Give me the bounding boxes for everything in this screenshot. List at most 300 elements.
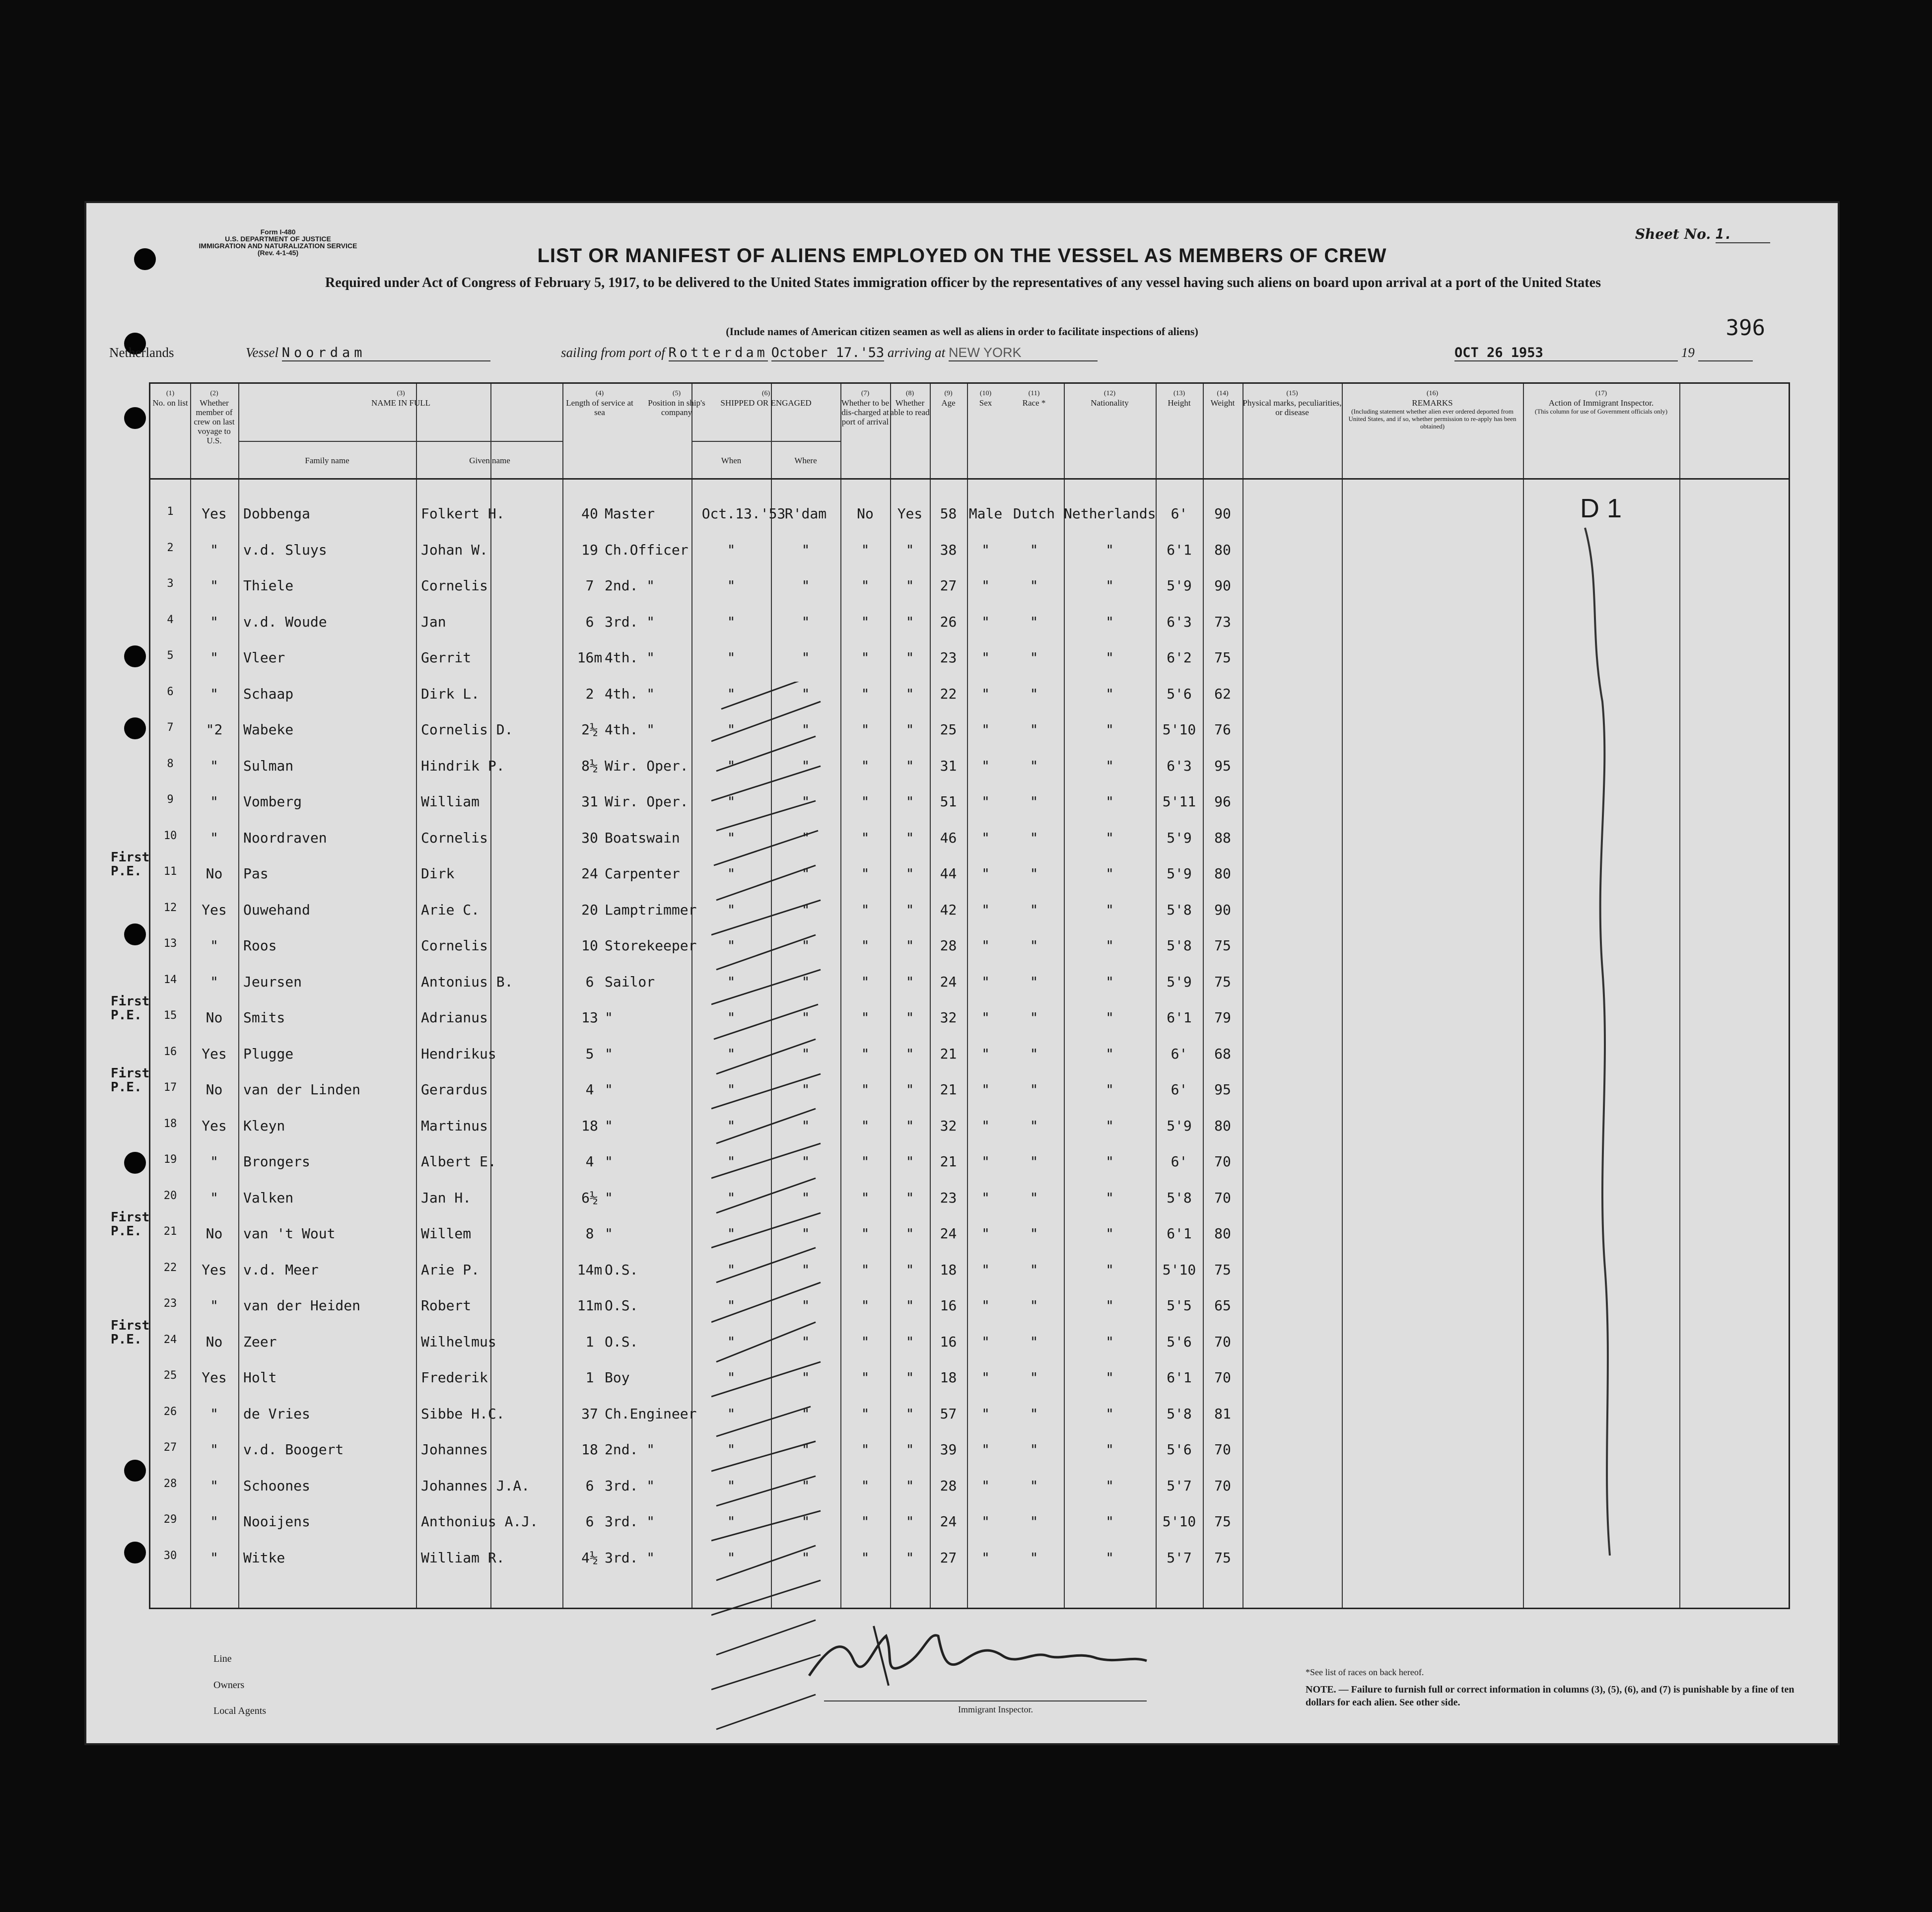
cell-nat: " (1105, 1441, 1114, 1458)
cell-when: " (727, 1117, 736, 1134)
cell-family: van 't Wout (243, 1225, 336, 1242)
cell-race: " (1030, 1045, 1038, 1062)
cell-disch: " (861, 973, 870, 990)
cell-where: " (801, 1513, 810, 1530)
cell-where: " (801, 973, 810, 990)
cell-when: " (727, 649, 736, 666)
cell-nat: " (1105, 541, 1114, 558)
cell-height: 5'7 (1167, 1549, 1192, 1566)
cell-age: 46 (940, 829, 957, 846)
arrival-date-stamp: OCT 26 1953 19 (1454, 345, 1753, 361)
cell-last: "2 (206, 721, 223, 738)
cell-read: " (905, 1153, 914, 1170)
cell-age: 28 (940, 937, 957, 954)
cell-height: 5'9 (1167, 865, 1192, 882)
sheet-number: Sheet No. 1. (1635, 226, 1770, 243)
cell-age: 23 (940, 649, 957, 666)
cell-where: " (801, 685, 810, 702)
cell-weight: 76 (1214, 721, 1231, 738)
cell-no: 20 (163, 1189, 177, 1202)
cell-where: " (801, 1225, 810, 1242)
cell-when: " (727, 973, 736, 990)
cell-disch: " (861, 1549, 870, 1566)
cell-nat: " (1105, 649, 1114, 666)
cell-no: 22 (163, 1261, 177, 1274)
cell-weight: 75 (1214, 1261, 1231, 1278)
cell-given: Willem (421, 1225, 472, 1242)
cell-read: " (905, 1009, 914, 1026)
inspector-signature (799, 1616, 1157, 1691)
cell-given: Wilhelmus (421, 1333, 496, 1350)
cell-weight: 80 (1214, 1225, 1231, 1242)
cell-where: " (801, 1477, 810, 1494)
penalty-note: NOTE. — Failure to furnish full or correct information in columns (3), (5), (6), and (7) is punishable by a fine of ten dollars for each alien. See other side. (1306, 1684, 1794, 1708)
cell-family: Jeursen (243, 973, 302, 990)
cell-last: " (210, 1441, 218, 1458)
cell-weight: 73 (1214, 613, 1231, 630)
page-subtitle: Required under Act of Congress of February 5, 1917, to be delivered to the United States immigration officer by the representatives of any vessel having such aliens on board upon arrival at a port of the United States (325, 275, 1601, 290)
cell-last: " (210, 1513, 218, 1530)
cell-age: 21 (940, 1153, 957, 1170)
cell-no: 13 (163, 937, 177, 950)
header-no-on-list: (1) No. on list (152, 390, 188, 408)
cell-weight: 68 (1214, 1045, 1231, 1062)
cell-height: 5'10 (1162, 1513, 1196, 1530)
cell-given: Cornelis (421, 937, 488, 954)
cell-no: 27 (163, 1441, 177, 1454)
cell-position: " (605, 1081, 613, 1098)
cell-sex: " (981, 1261, 990, 1278)
cell-service: 30 (581, 829, 598, 846)
cell-height: 5'6 (1167, 685, 1192, 702)
cell-age: 24 (940, 1225, 957, 1242)
cell-where: " (801, 613, 810, 630)
cell-height: 6'1 (1167, 541, 1192, 558)
header-name-in-full: (3) NAME IN FULL (371, 390, 430, 408)
cell-sex: Male (968, 505, 1003, 522)
cell-service: 10 (581, 937, 598, 954)
cell-nat: " (1105, 1297, 1114, 1314)
cell-disch: " (861, 721, 870, 738)
cell-read: " (905, 1441, 914, 1458)
cell-height: 5'10 (1162, 1261, 1196, 1278)
cell-no: 9 (167, 793, 174, 806)
cell-family: de Vries (243, 1405, 310, 1422)
cell-nat: " (1105, 757, 1114, 774)
cell-race: " (1030, 1009, 1038, 1026)
cell-race: " (1030, 973, 1038, 990)
cell-last: " (210, 649, 218, 666)
cell-age: 32 (940, 1009, 957, 1026)
header-given-name: Given name (469, 456, 510, 465)
cell-service: 14m (577, 1261, 603, 1278)
cell-family: Schaap (243, 685, 294, 702)
cell-no: 2 (167, 541, 174, 554)
cell-nat: " (1105, 1045, 1114, 1062)
cell-when: " (727, 541, 736, 558)
cell-sex: " (981, 1441, 990, 1458)
cell-last: Yes (202, 1045, 227, 1062)
cell-height: 6' (1171, 1081, 1188, 1098)
cell-no: 15 (163, 1009, 177, 1022)
cell-where: " (801, 1081, 810, 1098)
cell-service: 4½ (581, 1549, 598, 1566)
cell-disch: " (861, 1009, 870, 1026)
footer-line-label: Line (213, 1653, 232, 1664)
cell-given: Dirk (421, 865, 455, 882)
cell-position: " (605, 1009, 613, 1026)
cell-no: 16 (163, 1045, 177, 1058)
cell-last: " (210, 1549, 218, 1566)
cell-when: " (727, 1081, 736, 1098)
cell-race: " (1030, 1513, 1038, 1530)
cell-age: 28 (940, 1477, 957, 1494)
cell-weight: 70 (1214, 1441, 1231, 1458)
cell-given: Jan (421, 613, 446, 630)
cell-last: Yes (202, 505, 227, 522)
cell-disch: " (861, 901, 870, 918)
cell-last: Yes (202, 1369, 227, 1386)
cell-service: 2½ (581, 721, 598, 738)
header-height: (13) Height (1168, 390, 1191, 408)
cell-family: Smits (243, 1009, 285, 1026)
cell-when: " (727, 865, 736, 882)
cell-read: " (905, 1225, 914, 1242)
cell-disch: " (861, 577, 870, 594)
cell-age: 31 (940, 757, 957, 774)
cell-nat: Netherlands (1064, 505, 1156, 522)
cell-last: " (210, 829, 218, 846)
cell-service: 16m (577, 649, 603, 666)
cell-where: " (801, 721, 810, 738)
punch-hole (124, 1152, 146, 1174)
cell-where: " (801, 1297, 810, 1314)
cell-sex: " (981, 793, 990, 810)
cell-service: 40 (581, 505, 598, 522)
cell-where: R'dam (784, 505, 827, 522)
cell-read: " (905, 1189, 914, 1206)
cell-race: " (1030, 829, 1038, 846)
cell-height: 6'3 (1167, 613, 1192, 630)
cell-disch: " (861, 649, 870, 666)
cell-position: Master (605, 505, 655, 522)
cell-given: Folkert H. (421, 505, 505, 522)
cell-position: " (605, 1153, 613, 1170)
cell-nat: " (1105, 865, 1114, 882)
cell-race: " (1030, 721, 1038, 738)
cell-when: " (727, 1225, 736, 1242)
cell-given: Frederik (421, 1369, 488, 1386)
cell-disch: " (861, 613, 870, 630)
cell-given: Dirk L. (421, 685, 480, 702)
cell-sex: " (981, 577, 990, 594)
cell-weight: 70 (1214, 1189, 1231, 1206)
cell-service: 8 (585, 1225, 594, 1242)
cell-given: Gerrit (421, 649, 472, 666)
cell-given: Hindrik P. (421, 757, 505, 774)
cell-read: " (905, 1549, 914, 1566)
cell-given: Robert (421, 1297, 472, 1314)
cell-age: 24 (940, 1513, 957, 1530)
cell-race: " (1030, 649, 1038, 666)
cell-sex: " (981, 1117, 990, 1134)
cell-no: 6 (167, 685, 174, 698)
cell-where: " (801, 1117, 810, 1134)
cell-race: " (1030, 937, 1038, 954)
cell-no: 10 (163, 829, 177, 842)
cell-given: Sibbe H.C. (421, 1405, 505, 1422)
cell-read: " (905, 1333, 914, 1350)
cell-no: 5 (167, 649, 174, 662)
header-race: (11) Race * (1022, 390, 1046, 408)
cell-race: " (1030, 1333, 1038, 1350)
cell-last: " (210, 1297, 218, 1314)
cell-position: Boatswain (605, 829, 680, 846)
cell-where: " (801, 829, 810, 846)
cell-service: 11m (577, 1297, 603, 1314)
cell-race: " (1030, 1405, 1038, 1422)
cell-when: " (727, 1369, 736, 1386)
cell-disch: " (861, 829, 870, 846)
cell-position: " (605, 1117, 613, 1134)
cell-height: 5'8 (1167, 901, 1192, 918)
cell-last: " (210, 1477, 218, 1494)
cell-service: 4 (585, 1153, 594, 1170)
cell-sex: " (981, 1549, 990, 1566)
race-footnote: *See list of races on back hereof. (1306, 1667, 1424, 1677)
cell-last: Yes (202, 1261, 227, 1278)
first-pe-mark: First P.E. (111, 850, 150, 879)
cell-nat: " (1105, 901, 1114, 918)
cell-no: 30 (163, 1549, 177, 1562)
cell-given: Jan H. (421, 1189, 472, 1206)
cell-weight: 70 (1214, 1477, 1231, 1494)
cell-last: " (210, 937, 218, 954)
cell-sex: " (981, 1477, 990, 1494)
cell-last: " (210, 757, 218, 774)
cell-position: " (605, 1045, 613, 1062)
cell-nat: " (1105, 1369, 1114, 1386)
cell-given: Arie C. (421, 901, 480, 918)
cell-given: Albert E. (421, 1153, 496, 1170)
cell-age: 27 (940, 577, 957, 594)
cell-nat: " (1105, 721, 1114, 738)
cell-given: William R. (421, 1549, 505, 1566)
cell-age: 23 (940, 1189, 957, 1206)
cell-height: 5'6 (1167, 1441, 1192, 1458)
cell-where: " (801, 1369, 810, 1386)
cell-nat: " (1105, 793, 1114, 810)
cell-when: " (727, 1297, 736, 1314)
cell-where: " (801, 1153, 810, 1170)
cell-height: 6'2 (1167, 649, 1192, 666)
cell-sex: " (981, 1081, 990, 1098)
cell-given: Johannes J.A. (421, 1477, 530, 1494)
cell-family: Schoones (243, 1477, 310, 1494)
cell-nat: " (1105, 973, 1114, 990)
cell-nat: " (1105, 1117, 1114, 1134)
cell-family: Brongers (243, 1153, 310, 1170)
cell-where: " (801, 1261, 810, 1278)
punch-hole (124, 717, 146, 739)
header-last-voyage: (2) Whether member of crew on last voyage to U.S. (194, 390, 235, 445)
cell-no: 23 (163, 1297, 177, 1310)
cell-read: " (905, 1261, 914, 1278)
header-discharged: (7) Whether to be dis-charged at port of arrival (841, 390, 890, 426)
cell-given: Johan W. (421, 541, 488, 558)
cell-read: " (905, 865, 914, 882)
cell-age: 16 (940, 1333, 957, 1350)
cell-nat: " (1105, 1009, 1114, 1026)
cell-disch: " (861, 1153, 870, 1170)
cell-weight: 81 (1214, 1405, 1231, 1422)
cell-position: 2nd. " (605, 1441, 655, 1458)
cell-service: 13 (581, 1009, 598, 1026)
cell-height: 5'9 (1167, 1117, 1192, 1134)
cell-last: No (206, 865, 223, 882)
header-inspector-action: (17) Action of Immigrant Inspector. (This column for use of Government officials only) (1534, 390, 1668, 415)
cell-disch: " (861, 793, 870, 810)
cell-height: 6' (1171, 1153, 1188, 1170)
cell-disch: " (861, 1117, 870, 1134)
cell-nat: " (1105, 1261, 1114, 1278)
cell-disch: " (861, 1333, 870, 1350)
cell-age: 21 (940, 1045, 957, 1062)
cell-nat: " (1105, 1333, 1114, 1350)
cell-disch: " (861, 1477, 870, 1494)
cell-nat: " (1105, 1405, 1114, 1422)
cell-nat: " (1105, 1225, 1114, 1242)
cell-family: Wabeke (243, 721, 294, 738)
cell-where: " (801, 757, 810, 774)
cell-service: 24 (581, 865, 598, 882)
cell-where: " (801, 865, 810, 882)
cell-when: " (727, 1405, 736, 1422)
cell-weight: 88 (1214, 829, 1231, 846)
cell-read: " (905, 973, 914, 990)
cell-race: " (1030, 1297, 1038, 1314)
first-pe-mark: First P.E. (111, 1318, 150, 1347)
cell-race: " (1030, 793, 1038, 810)
cell-nat: " (1105, 685, 1114, 702)
cell-read: " (905, 1117, 914, 1134)
cell-read: " (905, 793, 914, 810)
cell-read: " (905, 901, 914, 918)
cell-read: " (905, 1297, 914, 1314)
cell-disch: No (857, 505, 874, 522)
cell-service: 8½ (581, 757, 598, 774)
cell-read: " (905, 1045, 914, 1062)
cell-sex: " (981, 1153, 990, 1170)
cell-when: Oct.13.'53 (701, 505, 786, 522)
cell-family: Zeer (243, 1333, 277, 1350)
cell-family: Thiele (243, 577, 294, 594)
cell-sex: " (981, 937, 990, 954)
cell-age: 58 (940, 505, 957, 522)
cell-given: Cornelis (421, 577, 488, 594)
cell-where: " (801, 793, 810, 810)
cell-given: Martinus (421, 1117, 488, 1134)
cell-height: 5'6 (1167, 1333, 1192, 1350)
cell-position: 3rd. " (605, 1477, 655, 1494)
cell-race: " (1030, 865, 1038, 882)
cell-last: " (210, 613, 218, 630)
cell-when: " (727, 577, 736, 594)
cell-position: Boy (605, 1369, 630, 1386)
cell-height: 5'9 (1167, 973, 1192, 990)
cell-age: 18 (940, 1261, 957, 1278)
cell-when: " (727, 937, 736, 954)
cell-weight: 90 (1214, 505, 1231, 522)
cell-position: 3rd. " (605, 1513, 655, 1530)
cell-disch: " (861, 1405, 870, 1422)
cell-no: 24 (163, 1333, 177, 1346)
cell-where: " (801, 1333, 810, 1350)
cell-service: 7 (585, 577, 594, 594)
cell-when: " (727, 1513, 736, 1530)
cell-family: Witke (243, 1549, 285, 1566)
cell-read: " (905, 577, 914, 594)
manifest-sheet (84, 201, 1840, 1745)
cell-weight: 90 (1214, 577, 1231, 594)
cell-race: " (1030, 1225, 1038, 1242)
cell-where: " (801, 577, 810, 594)
cell-sex: " (981, 1369, 990, 1386)
cell-height: 6'1 (1167, 1225, 1192, 1242)
cell-service: 6½ (581, 1189, 598, 1206)
cell-age: 44 (940, 865, 957, 882)
cell-where: " (801, 1549, 810, 1566)
cell-position: " (605, 1189, 613, 1206)
cell-given: Hendrikus (421, 1045, 496, 1062)
cell-family: v.d. Woude (243, 613, 327, 630)
cell-disch: " (861, 937, 870, 954)
punch-hole (124, 645, 146, 667)
cell-race: Dutch (1013, 505, 1055, 522)
cell-service: 31 (581, 793, 598, 810)
cell-when: " (727, 1009, 736, 1026)
signature-line (824, 1700, 1147, 1701)
cell-family: v.d. Boogert (243, 1441, 344, 1458)
cell-when: " (727, 721, 736, 738)
header-remarks: (16) REMARKS (Including statement whether alien ever ordered deported from United States, and if so, whether permission to re-apply has been obtained) (1348, 390, 1517, 430)
cell-when: " (727, 1333, 736, 1350)
cell-service: 4 (585, 1081, 594, 1098)
cell-given: Cornelis (421, 829, 488, 846)
cell-race: " (1030, 1081, 1038, 1098)
cell-family: Plugge (243, 1045, 294, 1062)
cell-family: Sulman (243, 757, 294, 774)
cell-read: Yes (897, 505, 923, 522)
cell-disch: " (861, 541, 870, 558)
cell-position: O.S. (605, 1333, 638, 1350)
cell-when: " (727, 757, 736, 774)
cell-disch: " (861, 1225, 870, 1242)
cell-weight: 80 (1214, 865, 1231, 882)
cell-weight: 65 (1214, 1297, 1231, 1314)
header-age: (9) Age (941, 390, 956, 408)
cell-when: " (727, 793, 736, 810)
cell-height: 5'8 (1167, 937, 1192, 954)
cell-service: 2 (585, 685, 594, 702)
cell-when: " (727, 1477, 736, 1494)
header-when: When (721, 456, 742, 465)
cell-when: " (727, 1441, 736, 1458)
cell-weight: 62 (1214, 685, 1231, 702)
cell-disch: " (861, 757, 870, 774)
cell-sex: " (981, 1045, 990, 1062)
cell-sex: " (981, 613, 990, 630)
